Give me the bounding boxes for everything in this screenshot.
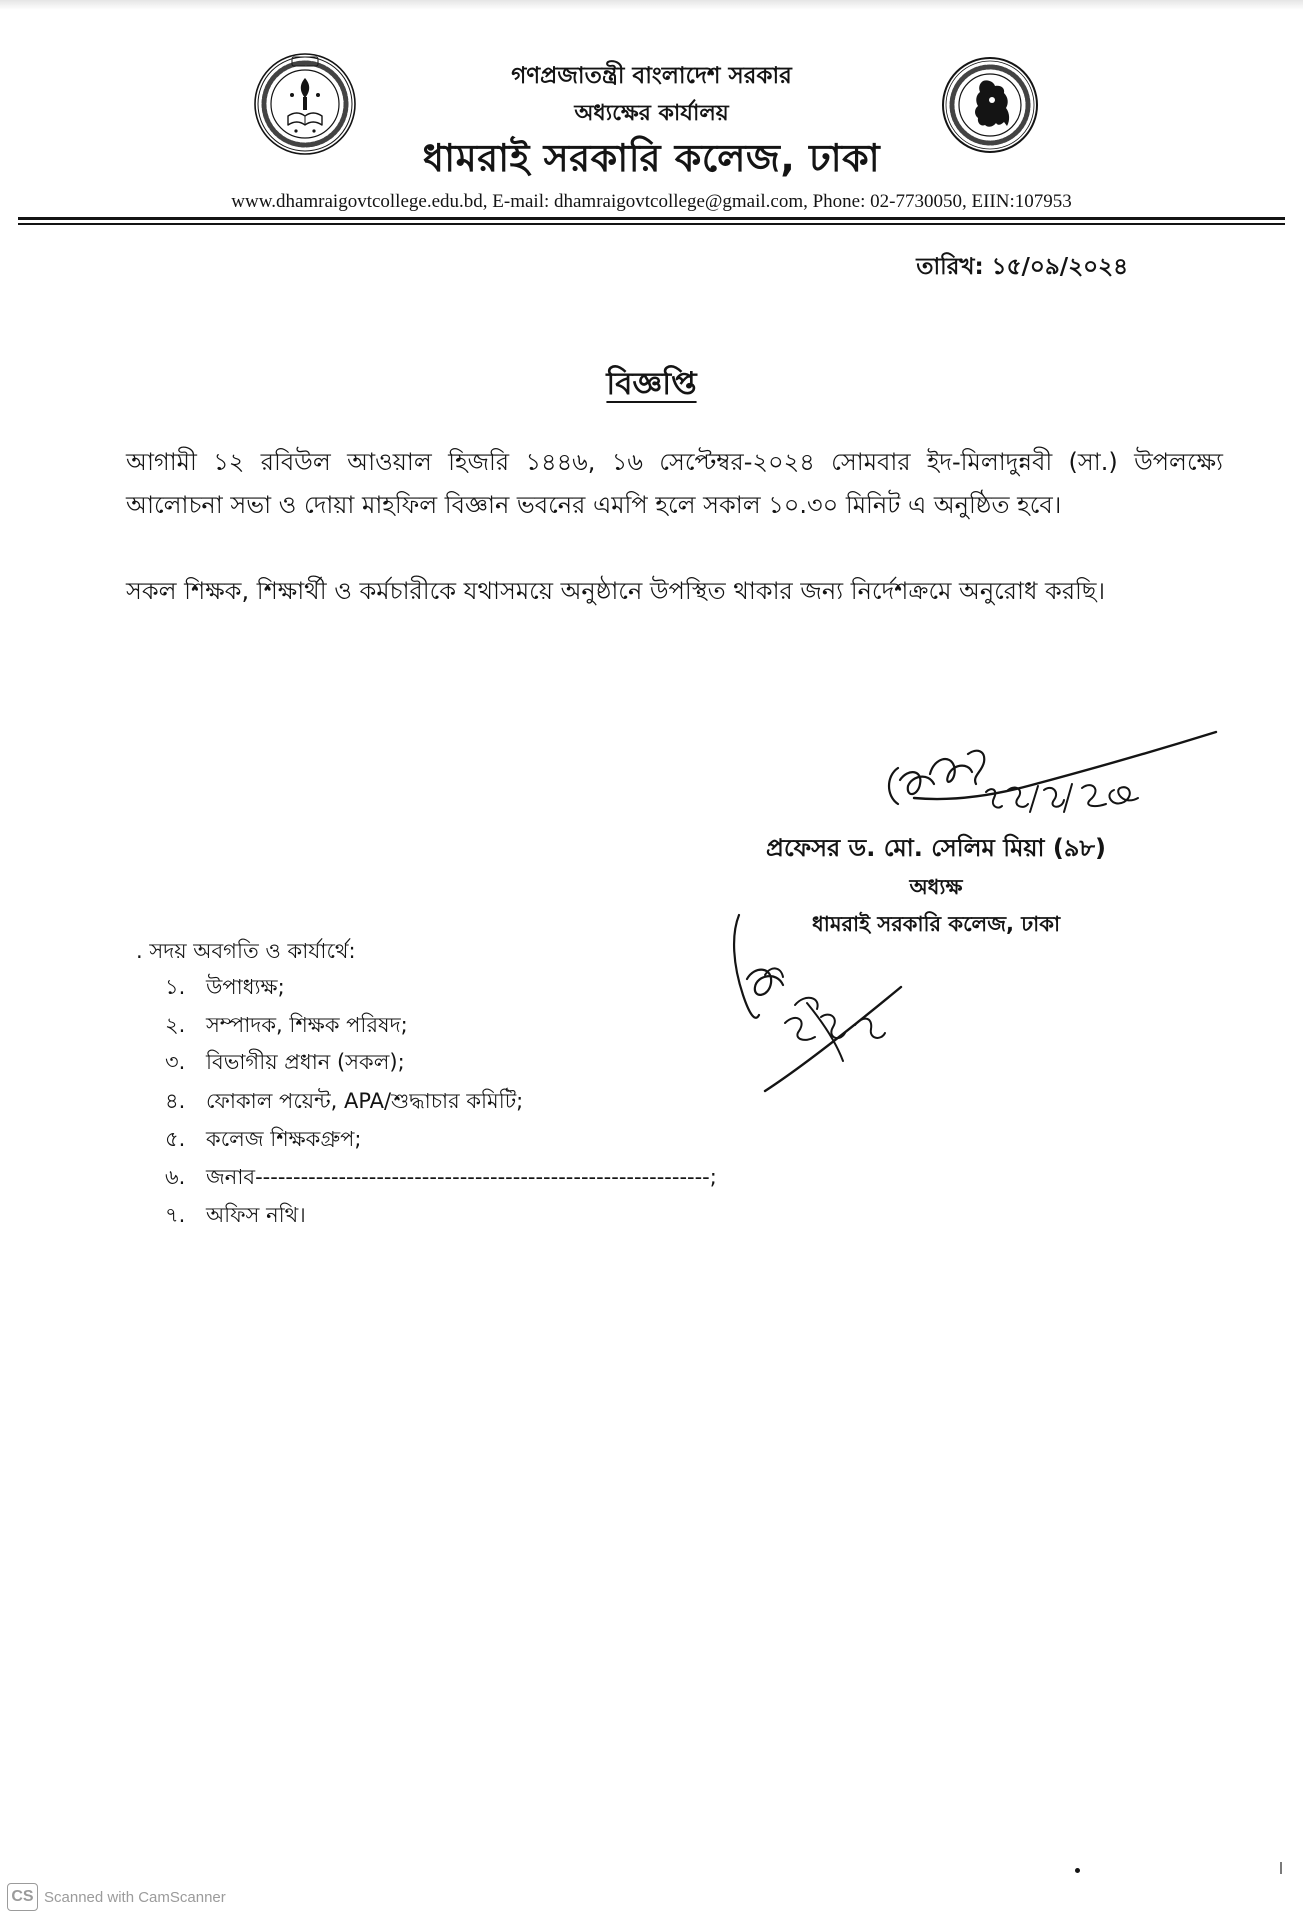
signatory-name: প্রফেসর ড. মো. সেলিম মিয়া (৯৮) <box>766 834 1106 862</box>
distribution-item-text: কলেজ শিক্ষকগ্রুপ; <box>206 1127 362 1151</box>
initials-signature <box>725 905 915 1095</box>
scan-speck <box>1280 1862 1282 1874</box>
distribution-item-number: ৩. <box>165 1050 186 1074</box>
distribution-item-text: বিভাগীয় প্রধান (সকল); <box>206 1050 405 1074</box>
distribution-item-text: অফিস নথি। <box>206 1203 306 1227</box>
distribution-item-number: ৫. <box>165 1127 186 1151</box>
distribution-heading: . সদয় অবগতি ও কার্যার্থে: <box>136 939 356 963</box>
header-rule-thin <box>18 223 1285 225</box>
scan-speck <box>1075 1868 1080 1873</box>
distribution-item-number: ৭. <box>165 1203 186 1227</box>
principal-signature <box>868 728 1218 828</box>
signatory-institution: ধামরাই সরকারি কলেজ, ঢাকা <box>811 912 1061 936</box>
distribution-item-number: ৬. <box>165 1165 186 1189</box>
distribution-item-number: ২. <box>165 1013 186 1037</box>
office-title: অধ্যক্ষের কার্যালয় <box>574 101 729 126</box>
college-name: ধামরাই সরকারি কলেজ, ঢাকা <box>422 136 881 180</box>
notice-date: তারিখ: ১৫/০৯/২০২৪ <box>916 254 1128 280</box>
government-title: গণপ্রজাতন্ত্রী বাংলাদেশ সরকার <box>511 63 792 89</box>
contact-line: www.dhamraigovtcollege.edu.bd, E-mail: dhamraigovtcollege@gmail.com, Phone: 02-7730050, EIIN:107953 <box>231 191 1072 212</box>
camscanner-logo-icon: CS <box>7 1883 38 1911</box>
distribution-item-text: সম্পাদক, শিক্ষক পরিষদ; <box>206 1013 408 1037</box>
distribution-item-text: জনাব------------------------------------------------------------; <box>206 1165 717 1189</box>
header-rule-thick <box>18 217 1285 220</box>
notice-title-text: বিজ্ঞপ্তি <box>606 366 697 402</box>
notice-title <box>0 364 1303 404</box>
notice-paragraph-1: আগামী ১২ রবিউল আওয়াল হিজরি ১৪৪৬, ১৬ সেপ্টেম্বর-২০২৪ সোমবার ইদ-মিলাদুন্নবী (সা.) উপলক্ষ্যে আলোচনা সভা ও দোয়া মাহফিল বিজ্ঞান ভবনের এমপি হলে সকাল ১০.৩০ মিনিট এ অনুষ্ঠিত হবে। <box>126 448 1223 519</box>
camscanner-watermark: Scanned with CamScanner <box>44 1889 226 1906</box>
scan-edge <box>0 0 1303 10</box>
distribution-item-text: ফোকাল পয়েন্ট, APA/শুদ্ধাচার কমিটি; <box>206 1089 524 1113</box>
notice-paragraph-2: সকল শিক্ষক, শিক্ষার্থী ও কর্মচারীকে যথাসময়ে অনুষ্ঠানে উপস্থিত থাকার জন্য নির্দেশক্রমে অনুরোধ করছি। <box>126 577 1106 605</box>
distribution-item-number: ৪. <box>165 1089 186 1113</box>
signatory-designation: অধ্যক্ষ <box>909 875 963 899</box>
distribution-item-number: ১. <box>165 975 186 999</box>
distribution-item-text: উপাধ্যক্ষ; <box>206 975 285 999</box>
